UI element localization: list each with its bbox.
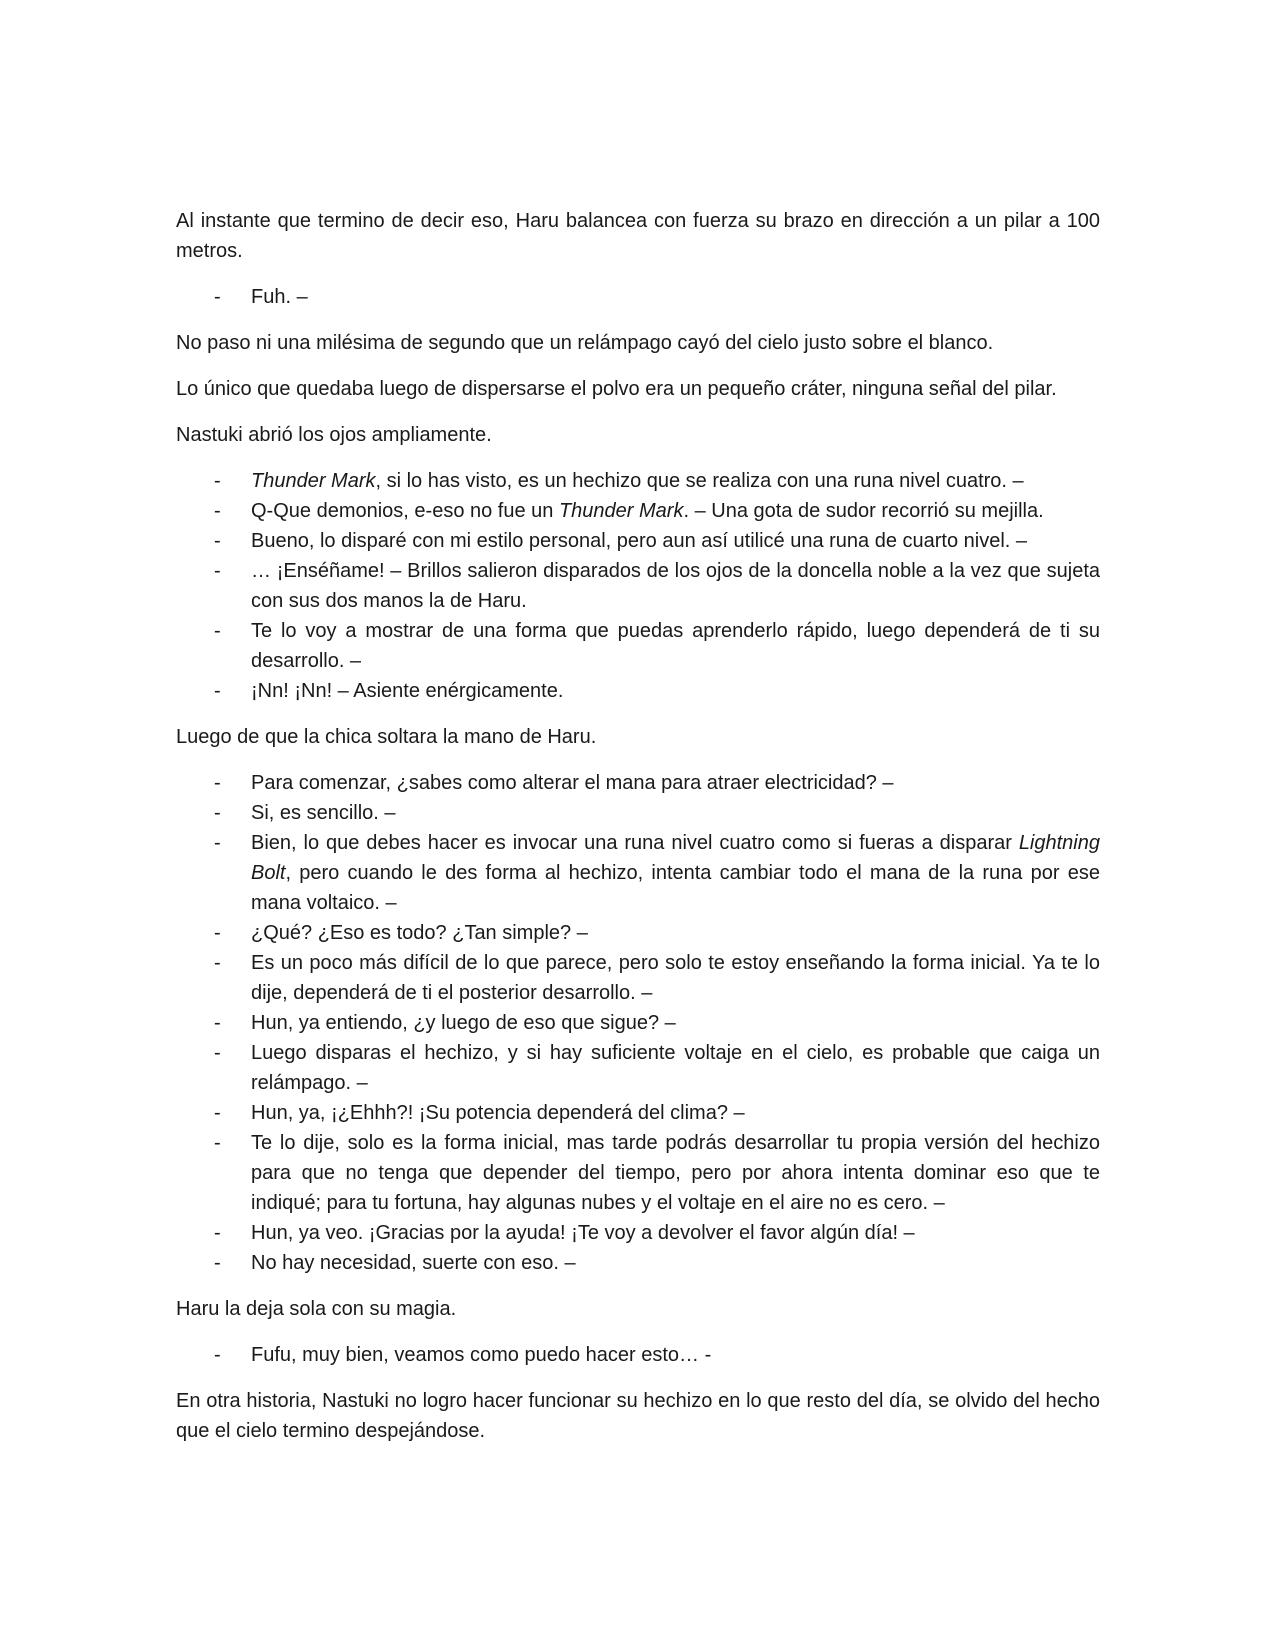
- dialogue-line: [176, 556, 1100, 616]
- text-run: , si lo has visto, es un hechizo que se realiza con una runa nivel cuatro. –: [375, 470, 1024, 492]
- text-run: En otra historia, Nastuki no logro hacer funcionar su hechizo en lo que resto del día, se olvido del hecho que el cielo termino despejándose.: [176, 1390, 1100, 1442]
- dialogue-dash: -: [214, 500, 221, 522]
- dialogue-line: [176, 1098, 1100, 1128]
- dialogue-dash: -: [214, 952, 221, 974]
- dialogue-text: [251, 1344, 711, 1366]
- text-run: Hun, ya, ¡¿Ehhh?! ¡Su potencia dependerá del clima? –: [251, 1102, 745, 1124]
- text-run: Te lo dije, solo es la forma inicial, mas tarde podrás desarrollar tu propia versión del hechizo para que no tenga que depender del tiempo, pero por ahora intenta dominar eso que te indiqué; para tu fortuna, hay algunas nubes y el voltaje en el aire no es cero. –: [251, 1132, 1100, 1214]
- dialogue-dash: -: [214, 1102, 221, 1124]
- narrative-paragraph: [176, 1294, 1100, 1324]
- text-run: Es un poco más difícil de lo que parece, pero solo te estoy enseñando la forma inicial. Ya te lo dije, dependerá de ti el posterior desarrollo. –: [251, 952, 1100, 1004]
- dialogue-line: [176, 466, 1100, 496]
- dialogue-line: [176, 1128, 1100, 1218]
- narrative-paragraph: [176, 328, 1100, 358]
- dialogue-text: [251, 952, 1100, 1004]
- text-run: Fuh. –: [251, 286, 308, 308]
- dialogue-dash: -: [214, 1012, 221, 1034]
- dialogue-line: [176, 676, 1100, 706]
- dialogue-line: [176, 1218, 1100, 1248]
- dialogue-text: [251, 620, 1100, 672]
- text-run: ¡Nn! ¡Nn! – Asiente enérgicamente.: [251, 680, 564, 702]
- narrative-paragraph: [176, 374, 1100, 404]
- dialogue-text: [251, 680, 563, 702]
- dialogue-dash: -: [214, 470, 221, 492]
- dialogue-line: [176, 1340, 1100, 1370]
- italic-text-run: Thunder Mark: [251, 470, 376, 492]
- dialogue-text: [251, 500, 1044, 522]
- text-run: Hun, ya entiendo, ¿y luego de eso que sigue? –: [251, 1012, 676, 1034]
- dialogue-text: [251, 1252, 576, 1274]
- dialogue-text: [251, 772, 894, 794]
- dialogue-text: [251, 832, 1100, 914]
- dialogue-dash: -: [214, 1132, 221, 1154]
- dialogue-dash: -: [214, 802, 221, 824]
- document-page: [176, 206, 1100, 1462]
- dialogue-line: [176, 1248, 1100, 1278]
- dialogue-text: [251, 1222, 915, 1244]
- dialogue-dash: -: [214, 1344, 221, 1366]
- dialogue-dash: -: [214, 560, 221, 582]
- narrative-paragraph: [176, 1386, 1100, 1446]
- dialogue-dash: -: [214, 772, 221, 794]
- dialogue-line: [176, 948, 1100, 1008]
- text-run: Hun, ya veo. ¡Gracias por la ayuda! ¡Te voy a devolver el favor algún día! –: [251, 1222, 915, 1244]
- dialogue-dash: -: [214, 1042, 221, 1064]
- text-run: Bueno, lo disparé con mi estilo personal, pero aun así utilicé una runa de cuarto nivel. –: [251, 530, 1028, 552]
- dialogue-dash: -: [214, 922, 221, 944]
- dialogue-dash: -: [214, 530, 221, 552]
- dialogue-text: [251, 1102, 745, 1124]
- dialogue-line: [176, 798, 1100, 828]
- dialogue-text: [251, 530, 1027, 552]
- italic-text-run: Lightning Bolt: [251, 832, 1100, 884]
- narrative-paragraph: [176, 420, 1100, 450]
- text-run: Fufu, muy bien, veamos como puedo hacer esto… -: [251, 1344, 712, 1366]
- dialogue-line: [176, 1008, 1100, 1038]
- text-run: No paso ni una milésima de segundo que un relámpago cayó del cielo justo sobre el blanco.: [176, 332, 994, 354]
- dialogue-line: [176, 1038, 1100, 1098]
- narrative-paragraph: [176, 722, 1100, 752]
- italic-text-run: Thunder Mark: [558, 500, 684, 522]
- dialogue-text: [251, 1042, 1100, 1094]
- text-run: No hay necesidad, suerte con eso. –: [251, 1252, 576, 1274]
- text-run: … ¡Enséñame! – Brillos salieron disparados de los ojos de la doncella noble a la vez que sujeta con sus dos manos la de Haru.: [251, 560, 1100, 612]
- text-run: Luego de que la chica soltara la mano de Haru.: [176, 726, 597, 748]
- text-run: Para comenzar, ¿sabes como alterar el mana para atraer electricidad? –: [251, 772, 894, 794]
- dialogue-list: [176, 1340, 1100, 1370]
- text-run: , pero cuando le des forma al hechizo, intenta cambiar todo el mana de la runa por ese mana voltaico. –: [251, 862, 1100, 914]
- dialogue-line: [176, 616, 1100, 676]
- text-run: Haru la deja sola con su magia.: [176, 1298, 457, 1320]
- dialogue-dash: -: [214, 1252, 221, 1274]
- dialogue-dash: -: [214, 832, 221, 854]
- dialogue-text: [251, 470, 1024, 492]
- text-run: Bien, lo que debes hacer es invocar una runa nivel cuatro como si fueras a disparar: [251, 832, 1019, 854]
- dialogue-line: [176, 526, 1100, 556]
- dialogue-dash: -: [214, 680, 221, 702]
- dialogue-dash: -: [214, 620, 221, 642]
- text-run: ¿Qué? ¿Eso es todo? ¿Tan simple? –: [251, 922, 588, 944]
- text-run: Nastuki abrió los ojos ampliamente.: [176, 424, 492, 446]
- text-run: Si, es sencillo. –: [251, 802, 396, 824]
- dialogue-list: [176, 466, 1100, 706]
- dialogue-text: [251, 1012, 676, 1034]
- dialogue-text: [251, 1132, 1100, 1214]
- dialogue-line: [176, 496, 1100, 526]
- dialogue-text: [251, 922, 588, 944]
- text-run: Luego disparas el hechizo, y si hay suficiente voltaje en el cielo, es probable que caiga un relámpago. –: [251, 1042, 1100, 1094]
- text-run: Lo único que quedaba luego de dispersarse el polvo era un pequeño cráter, ninguna señal del pilar.: [176, 378, 1057, 400]
- dialogue-text: [251, 802, 396, 824]
- dialogue-text: [251, 286, 308, 308]
- dialogue-line: [176, 768, 1100, 798]
- dialogue-line: [176, 828, 1100, 918]
- dialogue-list: [176, 282, 1100, 312]
- dialogue-dash: -: [214, 1222, 221, 1244]
- dialogue-line: [176, 282, 1100, 312]
- text-run: Te lo voy a mostrar de una forma que puedas aprenderlo rápido, luego dependerá de ti su desarrollo. –: [251, 620, 1100, 672]
- dialogue-text: [251, 560, 1100, 612]
- dialogue-list: [176, 768, 1100, 1278]
- text-run: Al instante que termino de decir eso, Haru balancea con fuerza su brazo en dirección a un pilar a 100 metros.: [176, 210, 1100, 262]
- text-run: . – Una gota de sudor recorrió su mejilla.: [683, 500, 1044, 522]
- narrative-paragraph: [176, 206, 1100, 266]
- dialogue-line: [176, 918, 1100, 948]
- dialogue-dash: -: [214, 286, 221, 308]
- text-run: Q-Que demonios, e-eso no fue un: [251, 500, 559, 522]
